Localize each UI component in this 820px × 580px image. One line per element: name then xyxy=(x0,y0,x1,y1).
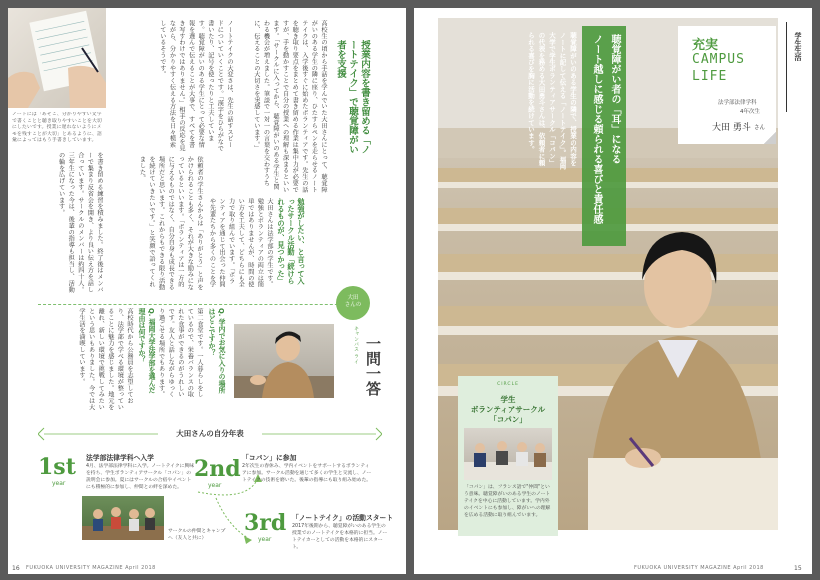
student-year: 4年次生 xyxy=(740,109,760,115)
circle-members-icon xyxy=(464,428,552,480)
sub-heading: 勉強がしたい、と言って入ったサークル活動「続けられるものが、見つかった」 xyxy=(277,198,306,285)
qa-title: 一問一答 xyxy=(364,336,382,396)
page-number-right: 15 xyxy=(794,565,802,572)
circle-group-photo xyxy=(464,428,552,480)
qa-small-label: キャンパス ライ xyxy=(353,326,359,365)
circle-label-tag: CIRCLE xyxy=(497,382,519,387)
qa-badge xyxy=(336,286,370,320)
title-jp: 充実 xyxy=(692,38,719,53)
circle-name-1: 学生 xyxy=(500,395,516,404)
year-1-number: 1st xyxy=(38,454,76,480)
circle-info-box xyxy=(458,376,558,536)
title-en-2: LIFE xyxy=(692,69,728,84)
qa-divider xyxy=(38,304,358,305)
section-label-box xyxy=(786,22,803,112)
right-page xyxy=(414,8,812,574)
answer-2: 高校時代から公務員を志望しており、法学部で学べる環境が整っていることに魅力を感じました。地元を離れ、新しい環境で挑戦してみたいという思いもありました。今では大学生活を満喫しています。 xyxy=(78,308,133,411)
student-suffix: さん xyxy=(754,125,766,131)
section-label: 学生生活 xyxy=(794,32,802,61)
student-dept: 法学部法律学科 xyxy=(718,100,757,106)
year-1-word: year xyxy=(52,480,66,487)
title-card-fold xyxy=(764,132,776,144)
year-1-heading: 法学部法律学科へ入学 xyxy=(86,454,154,462)
year-2-word: year xyxy=(208,482,222,489)
circle-caption: 「コパン」は、フランス語で"仲間"という意味。聴覚障がいのある学生のノートテイクを中心に活動しています。学内外のイベントにも参加し、障がいへの理解を広める活動に取り組んでいます。 xyxy=(464,485,551,518)
interview-photo xyxy=(234,324,334,398)
section-heading: 授業内容を書き留める「ノートテイク」で聴覚障がい者を支援 xyxy=(335,40,370,154)
year-2-heading: 「コパン」に参加 xyxy=(242,454,297,462)
title-en-1: CAMPUS xyxy=(692,52,745,67)
magazine-footer-right: FUKUOKA UNIVERSITY MAGAZINE April 2018 xyxy=(634,565,764,571)
lead-text: 聴覚障がいのある学生の隣で、授業の内容をノートに記して伝える「ノートテイク」。福岡大学で学生ボランティアサークル「コパン」の代表を務める大田勇斗さんは、依頼者に頼られる喜びを胸に活動を続けています。 xyxy=(527,32,577,170)
notetaking-hands-photo xyxy=(8,8,106,108)
camp-photo-caption: サークルの仲間とキャンプへ（友人と共に） xyxy=(168,529,226,541)
left-page xyxy=(8,8,406,574)
badge-line-1: 大田 xyxy=(347,295,359,301)
year-3-number: 3rd xyxy=(244,510,287,536)
title-card xyxy=(678,26,776,144)
main-title-1: ノート越しに感じる頼られる喜びと責任感 xyxy=(591,34,602,224)
year-3-word: year xyxy=(258,536,272,543)
photo-caption: ノートには「あそこ、分かりやすい文字で書くことと聴き取りやすいことを大切にしたいです。授業に遅れないようにメモを残すことが大切」とあるように、語彙によってはもう手書きしています。 xyxy=(12,112,102,144)
body-column-5: 依頼者の学生さんからは「ありがとう」と声をかけられることも多く、それが大きな励みになっているといいます。「ボランティアは一方的に与えるものではなく、自分自身も成長できる場所だと思います。これからもできる限り活動を続けていきたいです。」と笑顔で語ってくれました。 xyxy=(138,156,203,291)
interview-person-icon xyxy=(234,324,334,398)
question-2: Q. 福岡大学法学部を選んだ理由は何ですか？ xyxy=(137,308,155,394)
timeline-title: 大田さんの自分年表 xyxy=(176,429,244,438)
year-3-heading: 「ノートテイク」の活動スタート xyxy=(292,514,394,522)
year-2-text: 2年次生の春休み、学内イベントをサポートするボランティアに参加。サークル活動を通じて多くの学生と交流し、ノートテイクの技術を磨いた。後輩の指導にも取り組み始めた。 xyxy=(242,464,372,483)
magazine-footer: FUKUOKA UNIVERSITY MAGAZINE April 2018 xyxy=(26,565,156,571)
hands-illustration-icon xyxy=(8,8,106,108)
body-column-2: ノートテイクの大変さは、先生の話すスピードについていくことです。「漢字をひらがなで書いたり、記号を使ったりと工夫しています。聴覚障がいのある学生にとって必要な情報を選んで伝えることが大事で、すべてを書き写すわけではありません。」相手の反応を見ながら、分かりやすく伝える方法を日々模索しているそうです。 xyxy=(158,20,233,152)
circle-name-2: ボランティアサークル xyxy=(470,405,546,414)
body-column-1: 高校生の頃から手話を学んでいた大田さんにとって、聴覚障がいのある学生の隣に座り、ひたすらペンを走らせるノートテイクは、入学後すぐに始めたボランティアです。先生の話を聴き取り要点をまとめて書き留める作業は集中力が必要ですが、手を動かすことで自分の授業への理解も深まるといいます。「サークルに入ってから、聴覚障がいのある学生と関わる機会が増えました。筆談で一対一の言葉を交わすうちに、伝えることの大切さを実感しています。」 xyxy=(252,20,327,193)
body-column-3: を書き留める練習を積みました。終了後はメンバーで集まり反省会を開き、より良い伝え方を話し合っています。サークルのメンバーは約四十人。三年生になった今は、後輩の指導も担当し、活動の輪を広げています。 xyxy=(57,152,103,293)
badge-line-2: さんの xyxy=(344,302,362,308)
year-2-number: 2nd xyxy=(194,456,241,482)
answer-1: 第二食堂です。一人暮らしをしているので、栄養バランスの取れた食事ができるのがうれしいです。友人と話しながらゆっくり過ごせる場所でもあります。 xyxy=(158,308,203,398)
timeline-title-bar xyxy=(38,426,382,440)
student-name: 大田 勇斗 xyxy=(712,123,751,133)
question-1: Q. 学内でお気に入りの場所はどこですか？ xyxy=(207,308,225,394)
circle-name-3: 「コパン」 xyxy=(489,415,527,424)
body-column-4: 大田さんは法学部の学生です。勉強とボランティアの両立は簡単ではありませんが、時間の使い方を工夫して、どちらにも全力で取り組んでいます。「ボランティアを通じて出会った仲間や先輩たちから多くのことを学 xyxy=(208,198,273,288)
year-3-text: 2017年後期から、聴覚障がいのある学生の授業でのノートテイクを本格的に担当。ノートテイカーとしての活動を本格的にスタート。 xyxy=(292,524,388,550)
year-1-text: 4月、法学部法律学科に入学。ノートテイクに興味を持ち、学生ボランティアサークル「コパン」の説明会に参加。夏にはサークルの合宿やイベントにも積極的に参加し、仲間との絆を深めた。 xyxy=(86,464,195,490)
main-title-2: 聴覚障がい者の「耳」になる xyxy=(609,34,620,164)
page-number: 16 xyxy=(12,565,20,572)
